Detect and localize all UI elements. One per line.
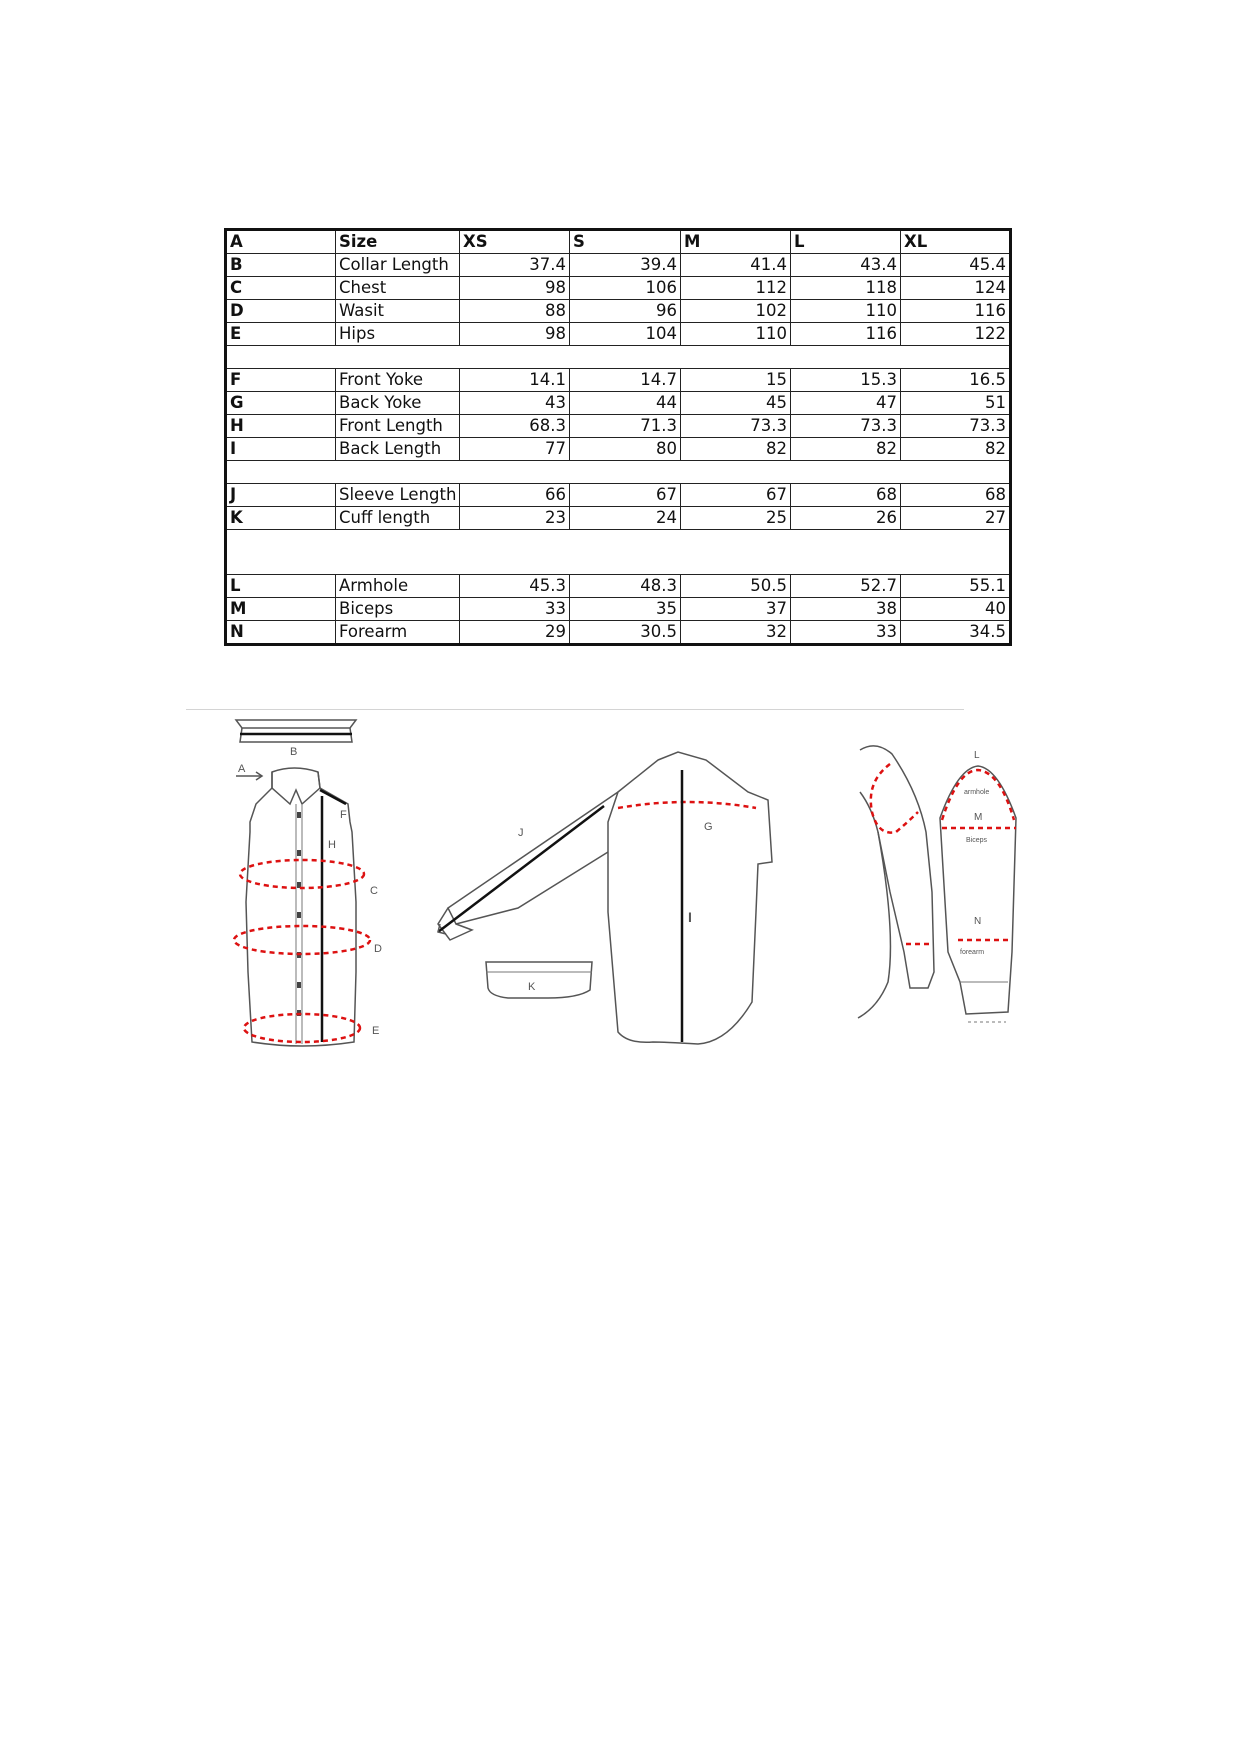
value-cell: 52.7: [791, 575, 901, 598]
row-code: E: [226, 323, 336, 346]
spacer-cell: [460, 461, 570, 484]
row-code: A: [226, 230, 336, 254]
value-cell: 25: [681, 507, 791, 530]
back-yoke-measure: [618, 802, 756, 808]
value-cell: 43.4: [791, 254, 901, 277]
value-cell: 106: [570, 277, 681, 300]
value-cell: 68: [791, 484, 901, 507]
spacer-cell: [460, 346, 570, 369]
table-row: [226, 277, 1011, 300]
spacer-cell: [336, 461, 460, 484]
value-cell: 15.3: [791, 369, 901, 392]
value-cell: 16.5: [901, 369, 1011, 392]
label-a: A: [238, 763, 246, 775]
value-cell: 96: [570, 300, 681, 323]
value-cell: 39.4: [570, 254, 681, 277]
value-cell: 15: [681, 369, 791, 392]
value-cell: 37.4: [460, 254, 570, 277]
value-cell: 88: [460, 300, 570, 323]
value-cell: 116: [791, 323, 901, 346]
value-cell: 110: [791, 300, 901, 323]
spacer-cell: [336, 346, 460, 369]
value-cell: 68: [901, 484, 1011, 507]
value-cell: 38: [791, 598, 901, 621]
spacer-cell: [901, 530, 1011, 575]
table-header-row: [226, 230, 1011, 254]
row-code: K: [226, 507, 336, 530]
table-row: [226, 598, 1011, 621]
value-cell: 116: [901, 300, 1011, 323]
value-cell: 32: [681, 621, 791, 645]
row-label: Size: [336, 230, 460, 254]
row-label: Collar Length: [336, 254, 460, 277]
size-chart-table: [224, 228, 1012, 646]
row-code: B: [226, 254, 336, 277]
value-cell: 27: [901, 507, 1011, 530]
value-cell: 104: [570, 323, 681, 346]
label-h: H: [328, 839, 336, 851]
label-b: B: [290, 746, 298, 758]
row-label: Back Length: [336, 438, 460, 461]
row-label: Forearm: [336, 621, 460, 645]
table-row: [226, 484, 1011, 507]
row-code: N: [226, 621, 336, 645]
row-code: C: [226, 277, 336, 300]
shirt-back-diagram: [428, 712, 808, 1064]
label-d: D: [374, 943, 382, 955]
cuff-icon: [486, 962, 592, 998]
row-code: G: [226, 392, 336, 415]
row-label: Front Yoke: [336, 369, 460, 392]
size-header: XL: [901, 230, 1011, 254]
value-cell: 71.3: [570, 415, 681, 438]
spacer-cell: [901, 346, 1011, 369]
spacer-cell: [791, 461, 901, 484]
value-cell: 48.3: [570, 575, 681, 598]
value-cell: 102: [681, 300, 791, 323]
table-row: [226, 323, 1011, 346]
row-label: Wasit: [336, 300, 460, 323]
value-cell: 24: [570, 507, 681, 530]
spacer-cell: [681, 461, 791, 484]
table-row: [226, 438, 1011, 461]
spacer-cell: [226, 346, 336, 369]
value-cell: 67: [681, 484, 791, 507]
value-cell: 30.5: [570, 621, 681, 645]
row-code: D: [226, 300, 336, 323]
label-armhole: armhole: [964, 789, 990, 796]
spacer-cell: [570, 461, 681, 484]
spacer-cell: [901, 461, 1011, 484]
row-label: Armhole: [336, 575, 460, 598]
spacer-cell: [460, 530, 570, 575]
value-cell: 29: [460, 621, 570, 645]
value-cell: 73.3: [791, 415, 901, 438]
spacer-cell: [336, 530, 460, 575]
spacer-cell: [570, 346, 681, 369]
value-cell: 67: [570, 484, 681, 507]
section-divider: [186, 709, 964, 710]
label-l: L: [974, 750, 980, 761]
value-cell: 80: [570, 438, 681, 461]
spacer-row: [226, 461, 1011, 484]
spacer-row: [226, 530, 1011, 575]
value-cell: 45.3: [460, 575, 570, 598]
label-forearm: forearm: [960, 949, 985, 956]
value-cell: 118: [791, 277, 901, 300]
value-cell: 77: [460, 438, 570, 461]
value-cell: 73.3: [681, 415, 791, 438]
value-cell: 44: [570, 392, 681, 415]
value-cell: 68.3: [460, 415, 570, 438]
value-cell: 47: [791, 392, 901, 415]
label-i: I: [688, 909, 692, 925]
value-cell: 82: [681, 438, 791, 461]
table-row: [226, 415, 1011, 438]
label-c: C: [370, 885, 378, 897]
row-code: M: [226, 598, 336, 621]
table-row: [226, 254, 1011, 277]
spacer-cell: [681, 530, 791, 575]
armhole-side-measure: [871, 764, 918, 833]
value-cell: 122: [901, 323, 1011, 346]
spacer-cell: [681, 346, 791, 369]
row-label: Sleeve Length: [336, 484, 460, 507]
value-cell: 40: [901, 598, 1011, 621]
value-cell: 98: [460, 277, 570, 300]
size-header: S: [570, 230, 681, 254]
value-cell: 66: [460, 484, 570, 507]
row-code: H: [226, 415, 336, 438]
row-code: L: [226, 575, 336, 598]
value-cell: 35: [570, 598, 681, 621]
value-cell: 73.3: [901, 415, 1011, 438]
row-code: F: [226, 369, 336, 392]
value-cell: 51: [901, 392, 1011, 415]
size-header: M: [681, 230, 791, 254]
label-j: J: [518, 827, 524, 839]
value-cell: 23: [460, 507, 570, 530]
label-k: K: [528, 981, 536, 993]
spacer-cell: [226, 461, 336, 484]
value-cell: 37: [681, 598, 791, 621]
table-row: [226, 300, 1011, 323]
sleeve-diagram: [848, 712, 1033, 1064]
value-cell: 14.1: [460, 369, 570, 392]
value-cell: 45: [681, 392, 791, 415]
value-cell: 33: [791, 621, 901, 645]
spacer-cell: [226, 530, 336, 575]
row-label: Chest: [336, 277, 460, 300]
value-cell: 110: [681, 323, 791, 346]
value-cell: 112: [681, 277, 791, 300]
label-m: M: [974, 812, 983, 823]
table-row: [226, 575, 1011, 598]
value-cell: 98: [460, 323, 570, 346]
value-cell: 45.4: [901, 254, 1011, 277]
size-header: L: [791, 230, 901, 254]
row-label: Back Yoke: [336, 392, 460, 415]
shirt-front-diagram: [222, 712, 407, 1064]
table-row: [226, 507, 1011, 530]
table-row: [226, 392, 1011, 415]
collar-icon: [236, 720, 356, 742]
row-code: I: [226, 438, 336, 461]
row-code: J: [226, 484, 336, 507]
spacer-cell: [791, 346, 901, 369]
value-cell: 34.5: [901, 621, 1011, 645]
value-cell: 50.5: [681, 575, 791, 598]
label-e: E: [372, 1025, 380, 1037]
label-f: F: [340, 809, 347, 821]
table-row: [226, 621, 1011, 645]
label-g: G: [704, 821, 713, 833]
value-cell: 33: [460, 598, 570, 621]
row-label: Cuff length: [336, 507, 460, 530]
value-cell: 26: [791, 507, 901, 530]
table-row: [226, 369, 1011, 392]
row-label: Biceps: [336, 598, 460, 621]
size-header: XS: [460, 230, 570, 254]
label-n: N: [974, 916, 982, 927]
value-cell: 55.1: [901, 575, 1011, 598]
value-cell: 14.7: [570, 369, 681, 392]
row-label: Front Length: [336, 415, 460, 438]
spacer-cell: [570, 530, 681, 575]
row-label: Hips: [336, 323, 460, 346]
value-cell: 124: [901, 277, 1011, 300]
spacer-row: [226, 346, 1011, 369]
value-cell: 82: [791, 438, 901, 461]
label-biceps: Biceps: [966, 837, 988, 844]
value-cell: 41.4: [681, 254, 791, 277]
value-cell: 43: [460, 392, 570, 415]
value-cell: 82: [901, 438, 1011, 461]
spacer-cell: [791, 530, 901, 575]
